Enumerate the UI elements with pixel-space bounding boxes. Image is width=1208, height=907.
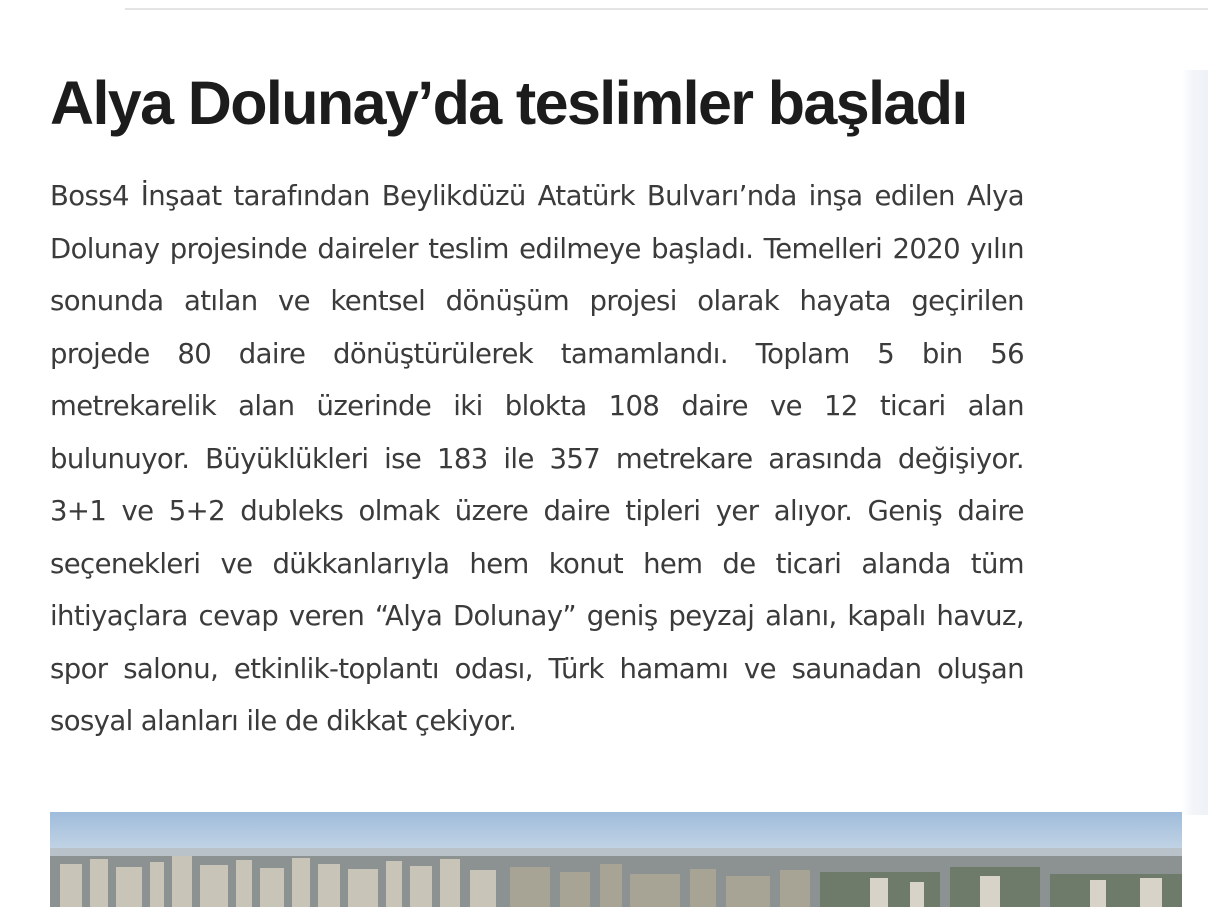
cityscape-illustration: [50, 812, 1182, 907]
article-photo-cityscape: [50, 812, 1182, 907]
article-headline: Alya Dolunay’da teslimler başladı: [50, 69, 967, 137]
article-body: Boss4 İnşaat tarafından Beylikdüzü Atatürk Bulvarı’nda inşa edilen Alya Dolunay projesinde daireler teslim edilmeye başladı. Temelleri 2020 yılın sonunda atılan ve kentsel dönüşüm projesi olarak hayata geçirilen projede 80 daire dönüştürülerek tamamlandı. Toplam 5 bin 56 metrekarelik alan üzerinde iki blokta 108 daire ve 12 ticari alan bulunuyor. Büyüklükleri ise 183 ile 357 metrekare arasında değişiyor. 3+1 ve 5+2 dubleks olmak üzere daire tipleri yer alıyor. Geniş daire seçenekleri ve dükkanlarıyla hem konut hem de ticari alanda tüm ihtiyaçlara cevap veren “Alya Dolunay” geniş peyzaj alanı, kapalı havuz, spor salonu, etkinlik-toplantı odası, Türk hamamı ve saunadan oluşan sosyal alanları ile de dikkat çekiyor.: [50, 180, 1024, 737]
top-divider: [125, 8, 1208, 10]
adjacent-column-edge: [1182, 70, 1208, 815]
